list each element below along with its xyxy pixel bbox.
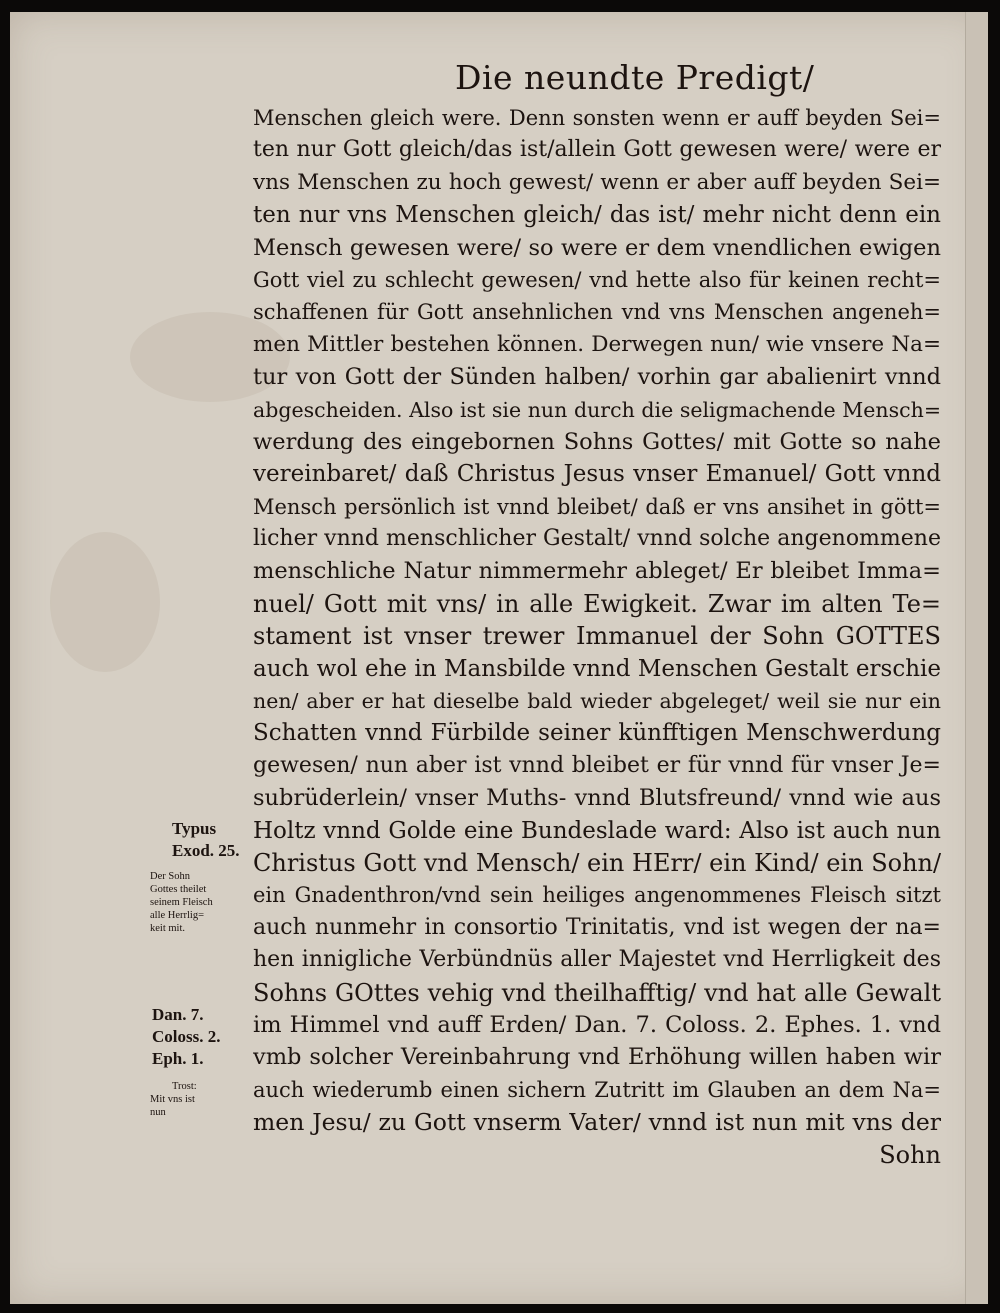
- margin-note-sohn: [150, 870, 213, 935]
- margin-note-line: Exod. 25.: [172, 841, 240, 860]
- text-line: menschliche Natur nimmermehr ableget/ Er bleibet Imma=: [253, 558, 941, 585]
- text-line: Gott viel zu schlecht gewesen/ vnd hette also für keinen recht=: [253, 267, 941, 292]
- body-text: [253, 102, 941, 1171]
- text-line: ein Gnadenthron/vnd sein heiliges angenommenes Fleisch sitzt: [253, 883, 941, 908]
- page-edge: [965, 12, 988, 1304]
- margin-note-line: seinem Fleisch: [150, 897, 213, 908]
- text-line: im Himmel vnd auff Erden/ Dan. 7. Coloss. 2. Ephes. 1. vnd: [253, 1011, 941, 1038]
- text-line: men Mittler bestehen können. Derwegen nun/ wie vnsere Na=: [253, 331, 941, 357]
- margin-note-line: alle Herrlig=: [150, 910, 205, 921]
- margin-note-line: nun: [150, 1107, 166, 1118]
- text-line: auch wol ehe in Mansbilde vnnd Menschen Gestalt erschie: [253, 655, 941, 682]
- text-line: hen innigliche Verbündnüs aller Majestet vnd Herrligkeit des: [253, 947, 941, 973]
- margin-note-typus: [172, 818, 240, 862]
- margin-note-line: Typus: [172, 819, 217, 838]
- text-line: vns Menschen zu hoch gewest/ wenn er aber auff beyden Sei=: [253, 169, 941, 195]
- margin-note-line: Dan. 7.: [152, 1005, 204, 1024]
- text-line: Christus Gott vnd Mensch/ ein HErr/ ein Kind/ ein Sohn/: [253, 848, 941, 877]
- text-line: Menschen gleich were. Denn sonsten wenn er auff beyden Sei=: [253, 106, 941, 130]
- text-line: schaffenen für Gott ansehnlichen vnd vns Menschen angeneh=: [253, 300, 941, 325]
- text-line: gewesen/ nun aber ist vnnd bleibet er für vnnd für vnser Je=: [253, 752, 941, 778]
- margin-note-refs: [152, 1004, 220, 1070]
- text-line: Schatten vnnd Fürbilde seiner künfftigen Menschwerdung: [253, 720, 941, 747]
- margin-note-line: Eph. 1.: [152, 1049, 204, 1068]
- text-line: nen/ aber er hat dieselbe bald wieder abgeleget/ weil sie nur ein: [253, 689, 941, 714]
- margin-note-trost: [150, 1080, 197, 1119]
- text-line: ten nur Gott gleich/das ist/allein Gott gewesen were/ were er: [253, 137, 941, 163]
- text-line: auch wiederumb einen sichern Zutritt im Glauben an dem Na=: [253, 1077, 941, 1102]
- margin-note-line: Trost:: [172, 1081, 197, 1092]
- text-line: abgescheiden. Also ist sie nun durch die seligmachende Mensch=: [253, 397, 941, 422]
- text-line: werdung des eingebornen Sohns Gottes/ mit Gotte so nahe: [253, 428, 941, 455]
- margin-note-line: keit mit.: [150, 923, 185, 934]
- margin-note-line: Der Sohn: [150, 871, 190, 882]
- margin-note-line: Mit vns ist: [150, 1094, 195, 1105]
- margin-note-line: Coloss. 2.: [152, 1027, 221, 1046]
- text-line: men Jesu/ zu Gott vnserm Vater/ vnnd ist nun mit vns der: [253, 1108, 941, 1137]
- text-line: subrüderlein/ vnser Muths- vnnd Blutsfreund/ vnnd wie aus: [253, 785, 941, 812]
- text-line: auch nunmehr in consortio Trinitatis, vnd ist wegen der na=: [253, 914, 941, 940]
- paper-stain: [50, 532, 160, 672]
- text-line: Sohns GOttes vehig vnd theilhafftig/ vnd hat alle Gewalt: [253, 978, 941, 1007]
- text-line: vereinbaret/ daß Christus Jesus vnser Emanuel/ Gott vnnd: [253, 461, 941, 488]
- text-line: Mensch persönlich ist vnnd bleibet/ daß er vns ansihet in gött=: [253, 494, 941, 519]
- catchword: Sohn: [879, 1140, 941, 1169]
- margin-note-line: Gottes theilet: [150, 884, 207, 895]
- text-line: ten nur vns Menschen gleich/ das ist/ mehr nicht denn ein: [253, 202, 941, 229]
- text-line: Holtz vnnd Golde eine Bundeslade ward: Also ist auch nun: [253, 817, 941, 844]
- text-line: Mensch gewesen were/ so were er dem vnendlichen ewigen: [253, 234, 941, 261]
- text-line: stament ist vnser trewer Immanuel der Sohn GOTTES: [253, 622, 941, 651]
- running-head: Die neundte Predigt/: [455, 58, 815, 97]
- text-line: licher vnnd menschlicher Gestalt/ vnnd solche angenommene: [253, 526, 941, 552]
- text-line: tur von Gott der Sünden halben/ vorhin gar abalienirt vnnd: [253, 364, 941, 391]
- text-line: vmb solcher Vereinbahrung vnd Erhöhung willen haben wir: [253, 1044, 941, 1071]
- text-line: nuel/ Gott mit vns/ in alle Ewigkeit. Zwar im alten Te=: [253, 589, 941, 618]
